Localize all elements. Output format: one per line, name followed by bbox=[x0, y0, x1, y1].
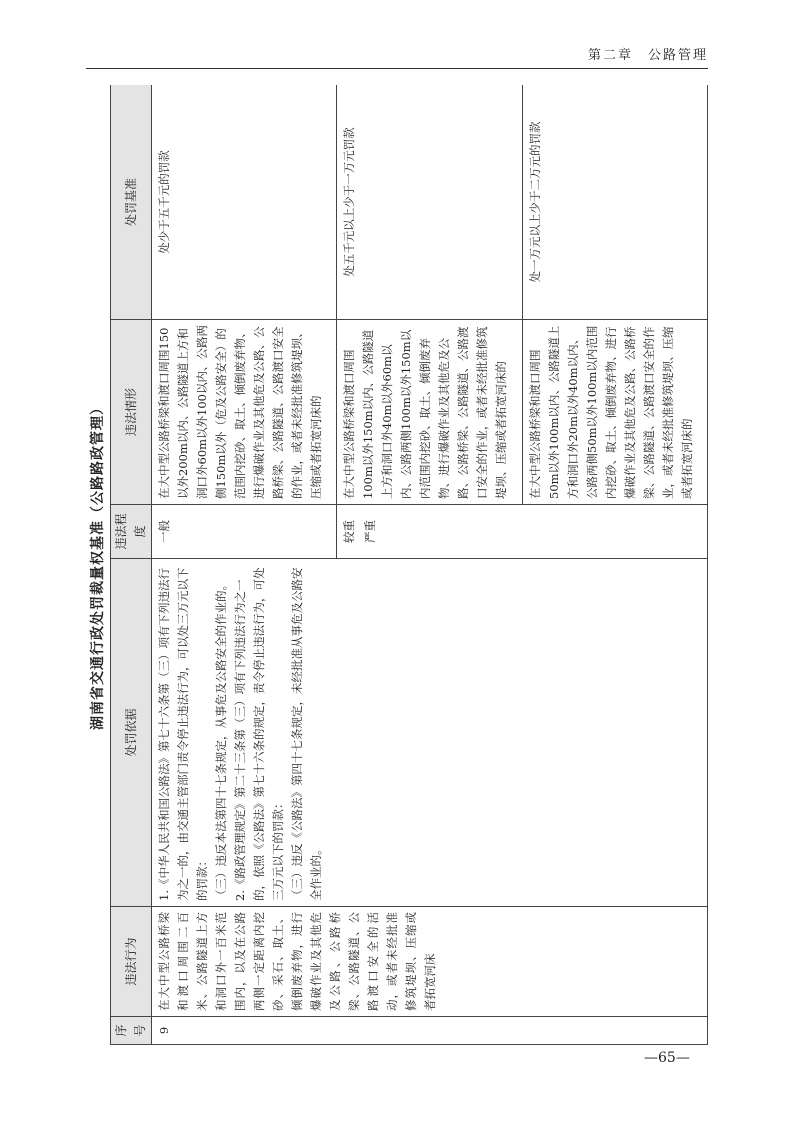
table-header-row bbox=[111, 85, 152, 1045]
page-number: —65— bbox=[644, 1050, 690, 1066]
landscape-table-frame bbox=[86, 85, 708, 1045]
row-basis bbox=[152, 559, 708, 907]
col-header-circumstances: 违法情形 bbox=[111, 320, 152, 505]
running-header: 第二章 公路管理 bbox=[587, 48, 708, 63]
col-header-act: 违法行为 bbox=[111, 907, 152, 1017]
level-serious-standard: 处一万元以上少于二万元的罚款 bbox=[522, 85, 707, 320]
level-heavier-degree: 较重 bbox=[342, 520, 357, 543]
table-row bbox=[152, 85, 337, 1045]
level-heavier-circumstances: 在大中型公路桥梁和渡口周围100m以外150m以内、公路隧道上方和洞口外40m以外60m以内、公路两侧100m以外150m以内范围内挖砂、取土、倾倒废弃物、进行爆破作业及其他危及公路、公路桥梁、公路隧道、公路渡口安全的作业，或者未经批准修筑堤坝、压缩或者拓宽河床的 bbox=[337, 320, 522, 505]
level-serious-degree: 严重 bbox=[363, 520, 378, 543]
basis-line: （三）违反本法第四十七条规定，从事危及公路安全的作业的。 bbox=[214, 579, 228, 901]
level-degree-merged bbox=[337, 505, 708, 559]
level-general-circumstances: 在大中型公路桥梁和渡口周围150以外200m以内、公路隧道上方和洞口外60m以外100以内、公路两侧150m以外（危及公路安全）的范围内挖砂、取土、倾倒废弃物、进行爆破作业及其他危及公路、公路桥梁、公路隧道、公路渡口安全的作业，或者未经批准修筑堤坝、压缩或者拓宽河床的 bbox=[152, 320, 337, 505]
col-header-degree: 违法程度 bbox=[111, 505, 152, 559]
table-title: 湖南省交通行政处罚裁量权基准（公路路政管理） bbox=[90, 400, 106, 730]
basis-line: （三）违反《公路法》第四十七条规定，未经批准从事危及公路安全作业的。 bbox=[290, 567, 323, 901]
level-serious-circumstances: 在大中型公路桥梁和渡口周围50m以外100m以内、公路隧道上方和洞口外20m以外40m以内、公路两侧50m以外100m以内范围内挖砂、取土、倾倒废弃物、进行爆破作业及其他危及公路、公路桥梁、公路隧道、公路渡口安全的作业，或者未经批准修筑堤坝、压缩或者拓宽河床的 bbox=[522, 320, 707, 505]
rotated-table-area bbox=[86, 85, 708, 1045]
level-general-degree: 一般 bbox=[152, 505, 337, 559]
row-seq: 9 bbox=[152, 1017, 708, 1045]
level-heavier-standard: 处五千元以上少于一万元罚款 bbox=[337, 85, 522, 320]
basis-line: 2.《路政管理规定》第二十三条第（三）项有下列违法行为之一的，依照《公路法》第七十六条的规定，责令停止违法行为，可处三万元以下的罚款： bbox=[233, 567, 285, 901]
header-rule bbox=[86, 68, 708, 69]
level-general-standard: 处少于五千元的罚款 bbox=[152, 85, 337, 320]
penalty-table bbox=[110, 85, 708, 1045]
row-act: 在大中型公路桥梁和渡口周围二百米、公路隧道上方和洞口外一百米范围内，以及在公路两侧一定距离内挖砂、采石、取土、倾倒废弃物，进行爆破作业及其他危及公路、公路桥梁、公路隧道、公路渡口安全的活动，或者未经批准修筑堤坝、压缩或者拓宽河床 bbox=[152, 907, 708, 1017]
basis-line: 1.《中华人民共和国公路法》第七十六条第（三）项有下列违法行为之一的，由交通主管部门责令停止违法行为，可以处三万元以下的罚款： bbox=[157, 567, 209, 901]
col-header-seq: 序号 bbox=[111, 1017, 152, 1045]
col-header-standard: 处罚基准 bbox=[111, 85, 152, 320]
col-header-basis: 处罚依据 bbox=[111, 559, 152, 907]
